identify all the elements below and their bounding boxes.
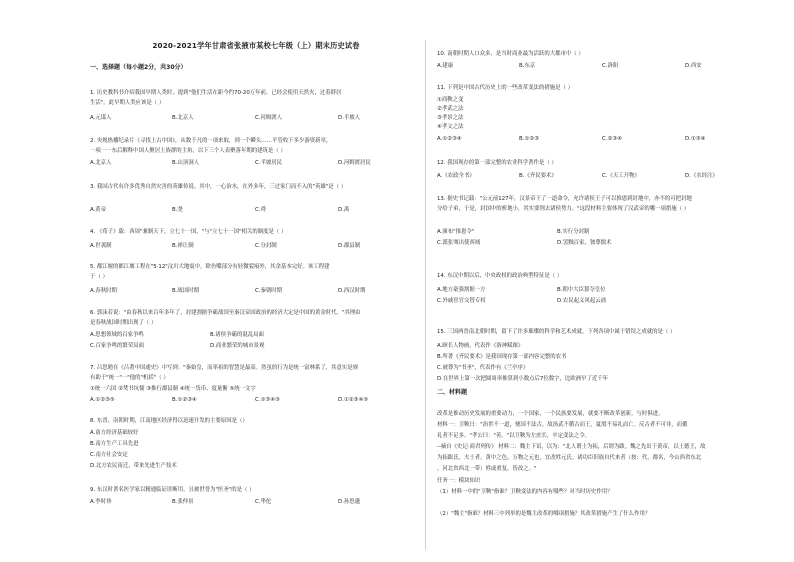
q13-stem-line2: 分给子弟，于是，封国中的析地小，其实要削去诸侯势力。"这段材料主要体现了汉武帝的哪一项措施（ ）	[437, 206, 690, 212]
q15-option-c: C.被尊为"书圣"，代表作有《兰亭序》	[437, 365, 529, 371]
q3-option-c: C.舜	[255, 207, 266, 213]
material-line6: ，河北省西北一带）姓或重复，皆改之。"	[437, 466, 537, 472]
q4-option-b: B.禅让制	[172, 243, 194, 249]
q13-option-c: C.派张骞出使西域	[437, 240, 481, 246]
q5-stem-line2: 于（ ）	[90, 274, 108, 280]
q1-option-c: C.河姆渡人	[255, 115, 283, 121]
q9-stem-line1: 9. 东汉时著名医学家以精通临证诊断用，且被世誉为"医圣"的是（ ）	[90, 487, 255, 493]
q15-option-b: B.所著《齐民要术》是我国现存第一部内容完整的农书	[437, 354, 567, 360]
q1-option-a: A.元谋人	[90, 115, 112, 121]
q8-option-c: C.南方社会安定	[90, 452, 128, 458]
q1-stem-line2: 生活"。此早期人类应该是（ ）	[90, 100, 165, 106]
q6-option-d: D.商业繁荣的城市景观	[210, 343, 265, 349]
q4-option-d: D.郡县制	[338, 243, 361, 249]
q7-option-b: B.①②③④	[172, 397, 197, 403]
q11-option-b: B.①②③	[519, 136, 539, 142]
q7-option-d: D.①②③④⑤	[338, 397, 369, 403]
q7-stem-line1: 7. 吕思勉在《吕著中国通史》中写到："秦始皇，而率祖的智慧是最高。然虽的行为是统一富林系了，其意实是规	[90, 365, 359, 371]
q8-stem-line1: 8. 东晋、南朝时期，江南地区经济得以迅速开发的主要原因是（）	[90, 418, 248, 424]
q6-stem-line1: 6. 郭沫若说："由春秋以来百年多年了，封建割据争霸战国至秦汉帝国政治的经济大定是中国的黄金时代。"其理由	[90, 310, 361, 316]
q8-option-a: A.南方经济基础较好	[90, 430, 139, 436]
q11-statement-2: ②孝武之法	[437, 106, 464, 112]
q3-option-b: B.尧	[172, 207, 183, 213]
q13-option-a: A.颁布"推恩令"	[437, 229, 475, 235]
q8-option-d: D.北方农民南迁，带来先进生产技术	[90, 463, 177, 469]
q11-option-d: D.①③④	[685, 136, 706, 142]
material-line3: 礼者不足多。"孝公曰："善。"以卫鞅为左庶长，卒定变法之令。	[437, 433, 590, 439]
q6-option-b: B.诸侯争霸的混乱局面	[210, 332, 264, 338]
q9-option-a: A.李时珍	[90, 499, 112, 505]
q14-option-b: B.朝中大臣篡夺皇位	[557, 287, 606, 293]
page-title: 2020-2021学年甘肃省张掖市某校七年级（上）期末历史试卷	[152, 41, 360, 50]
q4-option-c: C.分封制	[255, 243, 277, 249]
q11-statement-4: ④孝文之法	[437, 124, 464, 130]
q2-option-d: D.河姆渡居民	[338, 160, 371, 166]
q4-stem-line1: 4. 《荀子》载：西周"兼制天下，立七十一国，"与"立七十一国"相关的制度是（ ）	[90, 229, 287, 235]
q14-option-c: C.外戚宦官交替专权	[437, 298, 486, 304]
q5-stem-line1: 5. 都江堰的都江堰工程在"5·12"汶川大地震中，除鱼嘴部分有轻微裂痕外，其余基本完好。该工程建	[90, 264, 330, 270]
section-heading-choice: 一、选择题（每小题2分，共30分）	[90, 64, 187, 71]
q2-option-c: C.半坡居民	[255, 160, 283, 166]
material-line5: 为拓跋氏。夫土者，黄中之色，万物之元也，宜改姓元氏。诸功臣旧族自代来者（按：代，都名，今山西省东北	[437, 455, 702, 461]
q2-stem-line1: 2. 央视热播纪录片《寻找上古中国》，从数千凡的一项来取，到一个瞬头……平管收下多少游资新章，	[90, 138, 332, 144]
q1-stem-line1: 1. 历史教科书介绍我国早期人类时，提到"他们生活在距今约70-20万年前，已经会使用天然火，过着群居	[90, 90, 342, 96]
q15-stem-line1: 15. 三国两晋南北朝时期，留下了许多璀璨的科学和艺术成就，下列各项中属于错误之成就的是（ ）	[437, 329, 676, 335]
q9-option-d: D.孙思邈	[338, 499, 361, 505]
q7-option-c: C.①③④⑤	[255, 397, 280, 403]
q14-option-d: D.农民起义风起云涌	[557, 298, 606, 304]
q11-statement-3: ③孝景之法	[437, 115, 464, 121]
material-intro: 改革是推动历史发展的重要动力，一个国家，一个民族要发展，就要不断改革创新，与时俱进。	[437, 411, 664, 417]
q12-option-a: A.《农政全书》	[437, 173, 475, 179]
q13-option-b: B.实行分封制	[557, 229, 590, 235]
q7-statement-list: ①统一六国 ②焚书坑儒 ③推行郡县制 ④统一货币、度量衡 ⑤统一文字	[90, 386, 256, 392]
q13-stem-line1: 13. 据史书记载："公元前127年，汉景帝下了一道命令，允许诸侯王子可以推恩到封地中，亦不的可把封地	[437, 196, 692, 202]
q6-option-c: C.百家争鸣的繁荣局面	[90, 343, 144, 349]
q10-option-d: D.西安	[685, 63, 702, 69]
material-line4: --摘自《史记·商君列传》 材料二：魏主下诏，以为："北人谓土为拓，后谓为跋。魏之先出于黄帝，以土德王，故	[437, 444, 706, 450]
task-question-1: （1）材料一中的"卫鞅"指谁？卫鞅变法的内容有哪些？对当时历史作用？	[437, 489, 613, 495]
material-line2: 材料一：卫鞅曰："治世不一道，便国不法古。故汤武不循古而王，夏殷不易礼而亡。反古者不可非，而循	[437, 422, 688, 428]
q2-option-b: B.山顶洞人	[172, 160, 199, 166]
q9-option-c: C.华佗	[255, 499, 272, 505]
q6-stem-line2: 是春秋战国时期出现了（ ）	[90, 320, 157, 326]
q3-option-a: A.黄帝	[90, 207, 107, 213]
q4-option-a: A.世袭制	[90, 243, 112, 249]
q3-stem-line1: 3. 我国古代有许多优秀自然灾害的英雄传说。其中，一心治水，在外多年，三过家门而不入的"英雄"是（ ）	[90, 184, 347, 190]
q10-stem-line1: 10. 南朝时期人口众多，是当时商业最为活跃的大都市中（ ）	[437, 51, 584, 57]
section-heading-material: 二、材料题	[437, 389, 468, 396]
q6-option-a: A.思想领域的百家争鸣	[90, 332, 144, 338]
q7-stem-line2: 有助于"统一"一"他的"机括"（ ）	[90, 375, 169, 381]
q12-stem-line1: 12. 我国现存的第一部完整的农业科学著作是（ ）	[437, 160, 557, 166]
column-divider	[425, 40, 426, 550]
task-question-2: （2）"魏主"指谁？材料三中列举的是魏主改革的哪项措施？其改革措施产生了什么作用？	[437, 511, 651, 517]
q5-option-c: C.秦朝时期	[255, 288, 283, 294]
q8-option-b: B.南方生产工具先进	[90, 441, 139, 447]
q7-option-a: A.①②③⑤	[90, 397, 115, 403]
q13-option-d: D.罢黜百家，独尊儒术	[557, 240, 612, 246]
q11-stem-line1: 11. 下列是中国古代历史上的一些改革变法的措施是（ ）	[437, 85, 573, 91]
q10-option-a: A.建康	[437, 63, 454, 69]
q15-option-a: A.顾长人物画，代表作《洛神赋图》	[437, 343, 524, 349]
q12-option-d: D.《水经注》	[685, 173, 718, 179]
q1-option-d: D.半坡人	[338, 115, 361, 121]
q12-option-b: B.《齐民要术》	[519, 173, 557, 179]
q1-option-b: B.北京人	[172, 115, 194, 121]
q14-stem-line1: 14. 东汉中期以后，中央政权的政治典型特征是（ ）	[437, 273, 563, 279]
q11-option-a: A.①②③④	[437, 136, 462, 142]
q9-option-b: B.张仲景	[172, 499, 194, 505]
q10-option-c: C.洛阳	[602, 63, 619, 69]
q11-statement-1: ①商鞅之变	[437, 97, 464, 103]
q12-option-c: C.《天工开物》	[602, 173, 640, 179]
q2-option-a: A.北京人	[90, 160, 112, 166]
q2-stem-line2: 一项一一东后解释中国人聚居土族群的主角，以下三个人表聚落年期的建筑是（ ）	[90, 148, 286, 154]
task-heading: 任务一：模块知识	[437, 478, 481, 484]
q11-option-c: C.②③④	[602, 136, 622, 142]
q10-option-b: B.东京	[519, 63, 536, 69]
q5-option-a: A.春秋时期	[90, 288, 117, 294]
q5-option-d: D.西汉时期	[338, 288, 366, 294]
q3-option-d: D.禹	[338, 207, 350, 213]
q5-option-b: B.战国时期	[172, 288, 199, 294]
q14-option-a: A.地方豪强割据一方	[437, 287, 486, 293]
q15-option-d: D.在世界上第一次把圆周率推算到小数点后7位数字，比欧洲早了近千年	[437, 376, 609, 382]
